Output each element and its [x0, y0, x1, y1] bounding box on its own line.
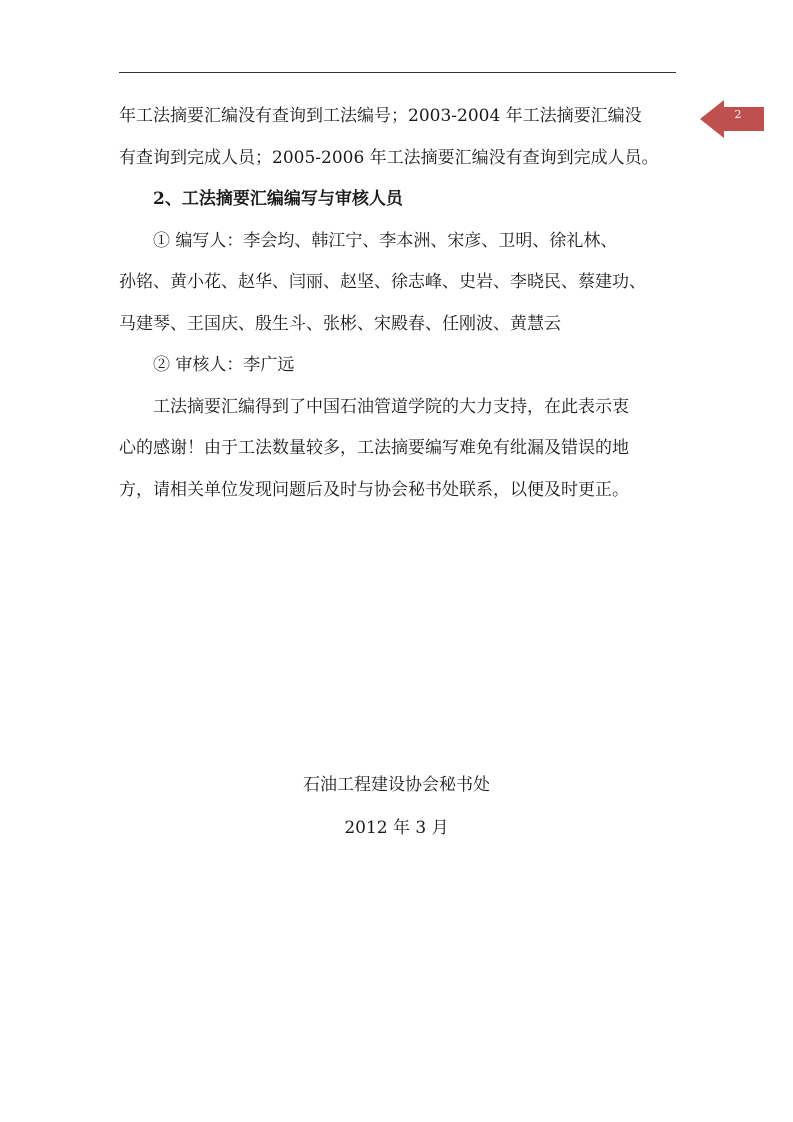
reviewer-line: ② 审核人：李广远	[153, 355, 295, 375]
thanks-line-3: 方，请相关单位发现问题后及时与协会秘书处联系，以便及时更正。	[119, 479, 629, 500]
editors-line-3: 马建琴、王国庆、殷生斗、张彬、宋殿春、任刚波、黄慧云	[119, 313, 561, 334]
page-number: 2	[734, 108, 742, 121]
thanks-line-1: 工法摘要汇编得到了中国石油管道学院的大力支持，在此表示衷	[153, 396, 629, 417]
editors-line-2: 孙铭、黄小花、赵华、闫丽、赵坚、徐志峰、史岩、李晓民、蔡建功、	[119, 272, 646, 292]
intro-line-2: 有查询到完成人员；2005-2006 年工法摘要汇编没有查询到完成人员。	[119, 147, 659, 168]
section-heading: 2、工法摘要汇编编写与审核人员	[153, 189, 403, 209]
signature-date: 2012 年 3 月	[344, 818, 449, 838]
signature-org: 石油工程建设协会秘书处	[303, 775, 490, 795]
editors-line-1: ① 编写人：李会均、韩江宁、李本洲、宋彦、卫明、徐礼林、	[153, 230, 618, 251]
header-rule	[119, 72, 676, 73]
intro-line-1: 年工法摘要汇编没有查询到工法编号；2003-2004 年工法摘要汇编没	[119, 106, 642, 126]
thanks-line-2: 心的感谢！由于工法数量较多，工法摘要编写难免有纰漏及错误的地	[119, 438, 629, 458]
document-body	[119, 96, 679, 511]
